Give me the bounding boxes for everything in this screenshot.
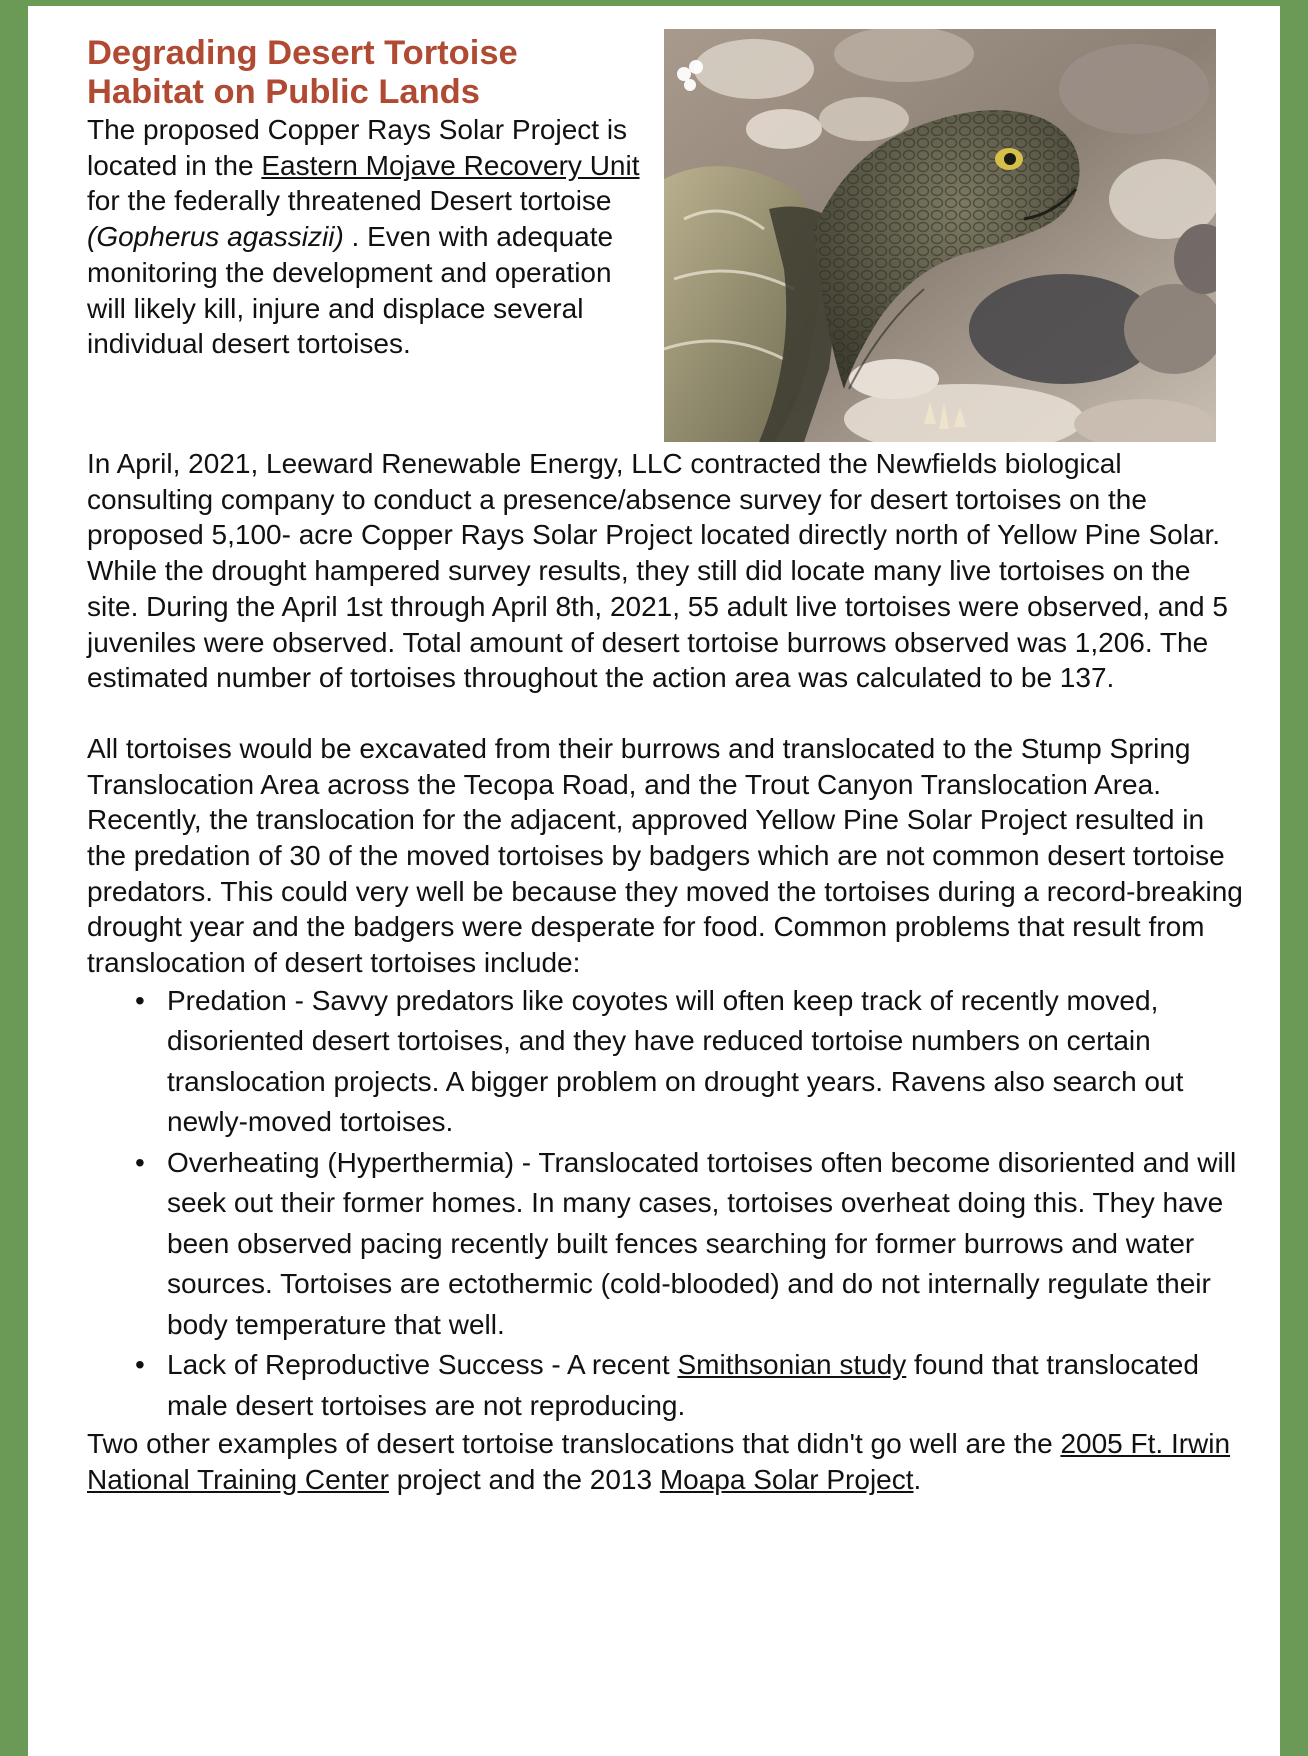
list-item	[87, 1143, 1247, 1346]
moapa-solar-link[interactable]: Moapa Solar Project	[659, 1464, 914, 1496]
bullet-icon: •	[135, 984, 145, 1016]
bullet-predation-text: Predation - Savvy predators like coyotes will often keep track of recently moved, disoriented desert tortoises, and they have reduced tortoise numbers on certain translocation projects. A bigger problem on drought years. Ravens also search out newly-moved tortoises.	[167, 984, 1184, 1138]
list-item	[87, 1345, 1247, 1426]
translocation-paragraph: All tortoises would be excavated from their burrows and translocated to the Stump Spring Translocation Area across the Tecopa Road, and the Trout Canyon Translocation Area. Recently, the translocation for the adjacent, approved Yellow Pine Solar Project resulted in the predation of 30 of the moved tortoises by badgers which are not common desert tortoise predators. This could very well be because they moved the tortoises during a record-breaking drought year and the badgers were desperate for food. Common problems that result from translocation of desert tortoises include:	[87, 732, 1243, 979]
closing-text-1: Two other examples of desert tortoise translocations that didn't go well are the	[87, 1428, 1061, 1460]
bullet-reproduction-pre: Lack of Reproductive Success - A recent	[167, 1349, 678, 1381]
article-top	[87, 26, 1247, 446]
article-title	[87, 26, 647, 112]
title-line-1: Degrading Desert Tortoise	[87, 34, 518, 72]
species-name: (Gopherus agassizii)	[87, 221, 344, 253]
tortoise-photo	[664, 29, 1216, 442]
closing-paragraph	[87, 1426, 1247, 1497]
desert-tortoise-photo-icon	[664, 29, 1216, 442]
bullet-overheating-text: Overheating (Hyperthermia) - Translocated tortoises often become disoriented and will seek out their former homes. In many cases, tortoises overheat doing this. They have been observed pacing recently built fences searching for former burrows and water sources. Tortoises are ectothermic (cold-blooded) and do not internally regulate their body temperature that well.	[167, 1146, 1237, 1340]
smithsonian-study-link[interactable]: Smithsonian study	[677, 1349, 907, 1381]
bullet-icon: •	[135, 1146, 145, 1178]
title-line-2: Habitat on Public Lands	[87, 73, 480, 111]
newsletter-panel	[28, 6, 1280, 1756]
lead-column	[87, 26, 647, 362]
article	[87, 26, 1247, 1498]
bullet-icon: •	[135, 1349, 145, 1381]
intro-paragraph	[87, 112, 647, 362]
closing-text-2: project and the 2013	[388, 1464, 660, 1496]
list-item	[87, 981, 1247, 1143]
bullet-reproduction-post: found that translocated male desert tortoises are not reproducing.	[167, 1349, 1199, 1421]
problems-list	[87, 981, 1247, 1427]
closing-text-3: .	[913, 1464, 922, 1496]
survey-paragraph: In April, 2021, Leeward Renewable Energy, LLC contracted the Newfields biological consulting company to conduct a presence/absence survey for desert tortoises on the proposed 5,100- acre Copper Rays Solar Project located directly north of Yellow Pine Solar. While the drought hampered survey results, they still did locate many live tortoises on the site. During the April 1st through April 8th, 2021, 55 adult live tortoises were observed, and 5 juveniles were observed. Total amount of desert tortoise burrows observed was 1,206. The estimated number of tortoises throughout the action area was calculated to be 137.	[87, 448, 1228, 694]
ft-irwin-link[interactable]: 2005 Ft. Irwin National Training Center	[87, 1428, 1231, 1496]
intro-text-2: for the federally threatened Desert tortoise	[87, 185, 612, 217]
eastern-mojave-link[interactable]: Eastern Mojave Recovery Unit	[261, 149, 640, 181]
intro-text-3: . Even with adequate monitoring the development and operation will likely kill, injure and displace several individual desert tortoises.	[87, 221, 614, 360]
intro-text-1: The proposed Copper Rays Solar Project is located in the	[87, 114, 628, 181]
